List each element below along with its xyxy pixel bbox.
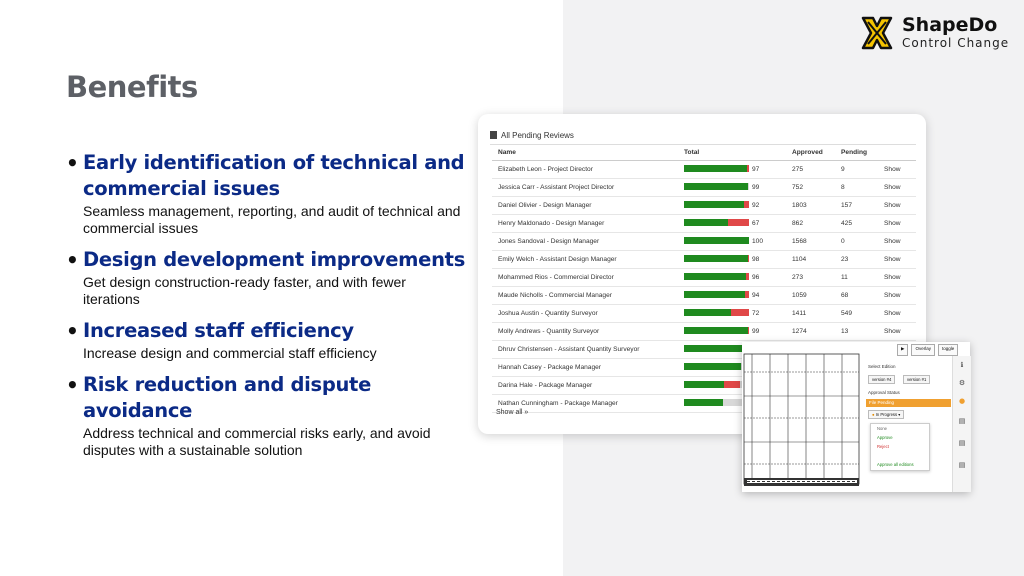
reviewer-name: Jones Sandoval - Design Manager (498, 238, 600, 245)
reviewer-name: Daniel Olivier - Design Manager (498, 202, 592, 209)
brand-tagline: Control Change (902, 36, 1010, 50)
file-status-bar: File Pending (866, 399, 951, 407)
approved-bar (684, 219, 728, 226)
chevron-down-icon: ▾ (898, 412, 901, 417)
menu-item-none[interactable]: None (877, 426, 888, 431)
progress-bar (684, 183, 749, 190)
benefit-heading: Increased staff efficiency (83, 319, 354, 342)
benefit-description: Increase design and commercial staff efficiency (83, 345, 377, 361)
show-button[interactable]: Show (884, 274, 901, 281)
approved-bar (684, 183, 748, 190)
benefit-item (66, 372, 466, 459)
approved-bar (684, 399, 723, 406)
progress-bar (684, 201, 749, 208)
benefit-description: Address technical and commercial risks early, and avoid disputes with a sustainable solution (83, 425, 431, 458)
table-row (492, 305, 916, 323)
table-row (492, 197, 916, 215)
play-button[interactable]: ▶ (897, 344, 908, 356)
table-row (492, 161, 916, 179)
approved-bar (684, 309, 731, 316)
progress-bar (684, 309, 749, 316)
reviewer-name: Joshua Austin - Quantity Surveyor (498, 310, 598, 317)
approved-count: 1803 (792, 202, 807, 209)
pending-count: 8 (841, 184, 845, 191)
pending-bar (724, 381, 740, 388)
progress-bar (684, 165, 749, 172)
progress-bar (684, 399, 749, 406)
reviewer-name: Nathan Cunningham - Package Manager (498, 400, 618, 407)
bullet-icon: • (66, 151, 79, 175)
bullet-icon: • (66, 248, 79, 272)
percent-value: 94 (752, 292, 760, 299)
pending-count: 0 (841, 238, 845, 245)
approved-bar (684, 345, 745, 352)
bullet-icon: • (66, 373, 79, 397)
table-row (492, 323, 916, 341)
progress-bar (684, 345, 749, 352)
column-header-total: Total (684, 149, 700, 156)
approved-bar (684, 255, 748, 262)
percent-value: 72 (752, 310, 760, 317)
benefit-heading: Design development improvements (83, 248, 465, 271)
in-progress-dropdown[interactable] (868, 410, 904, 419)
reviewer-name: Henry Maldonado - Design Manager (498, 220, 605, 227)
column-header-pending: Pending (841, 149, 868, 156)
menu-item-approve-all[interactable]: Approve all editions (877, 462, 914, 467)
benefit-item (66, 318, 466, 362)
show-button[interactable]: Show (884, 220, 901, 227)
approved-count: 862 (792, 220, 804, 227)
card-title: All Pending Reviews (501, 130, 574, 140)
pdf-icon[interactable]: ▤ (958, 439, 966, 447)
shapedo-logo (860, 14, 1009, 52)
pending-count: 68 (841, 292, 849, 299)
percent-value: 98 (752, 256, 760, 263)
approved-count: 273 (792, 274, 804, 281)
percent-value: 100 (752, 238, 764, 245)
percent-value: 99 (752, 328, 760, 335)
column-header-name: Name (498, 149, 516, 156)
version-4-button[interactable]: version #4 (868, 375, 895, 384)
pending-count: 549 (841, 310, 853, 317)
pending-count: 425 (841, 220, 853, 227)
pending-count: 9 (841, 166, 845, 173)
benefit-item (66, 247, 466, 308)
show-button[interactable]: Show (884, 184, 901, 191)
reviewer-name: Dhruv Christensen - Assistant Quantity Surveyor (498, 346, 640, 353)
percent-value: 92 (752, 202, 760, 209)
benefit-heading: Risk reduction and dispute avoidance (83, 373, 372, 422)
reviewer-name: Elizabeth Leon - Project Director (498, 166, 593, 173)
reviewer-name: Darina Hale - Package Manager (498, 382, 593, 389)
pending-bar (747, 165, 749, 172)
approved-count: 1059 (792, 292, 807, 299)
percent-value: 99 (752, 184, 760, 191)
pending-bar (748, 327, 749, 334)
show-button[interactable]: Show (884, 328, 901, 335)
column-header-approved: Approved (792, 149, 823, 156)
table-row (492, 233, 916, 251)
reviewer-name: Mohammed Rios - Commercial Director (498, 274, 614, 281)
table-row (492, 179, 916, 197)
benefit-item (66, 150, 466, 237)
progress-bar (684, 381, 749, 388)
approval-icon[interactable]: ● (958, 397, 966, 405)
toggle-button[interactable]: toggle (938, 344, 958, 356)
pending-count: 23 (841, 256, 849, 263)
progress-bar (684, 273, 749, 280)
reviewer-name: Emily Welch - Assistant Design Manager (498, 256, 617, 263)
pending-bar (744, 201, 749, 208)
table-header (492, 146, 916, 161)
pending-count: 13 (841, 328, 849, 335)
card-header (490, 126, 916, 145)
file-icon[interactable]: ▤ (958, 417, 966, 425)
table-row (492, 287, 916, 305)
show-button[interactable]: Show (884, 202, 901, 209)
approved-bar (684, 363, 741, 370)
show-button[interactable]: Show (884, 310, 901, 317)
brand-name: ShapeDo (902, 14, 998, 36)
percent-value: 96 (752, 274, 760, 281)
document-icon[interactable]: ▤ (958, 461, 966, 469)
pending-count: 157 (841, 202, 853, 209)
progress-bar (684, 237, 749, 244)
reviewer-name: Jessica Carr - Assistant Project Director (498, 184, 615, 191)
benefit-heading: Early identification of technical and commercial issues (83, 151, 465, 200)
info-icon[interactable]: ℹ (960, 361, 964, 369)
approved-bar (684, 327, 748, 334)
pending-count: 11 (841, 274, 848, 281)
menu-item-reject[interactable]: Reject (877, 444, 889, 449)
technical-drawing (742, 352, 862, 492)
document-icon (490, 131, 497, 139)
in-progress-label: In Progress (875, 412, 898, 417)
version-1-button[interactable]: version #1 (903, 375, 930, 384)
pending-bar (731, 309, 749, 316)
show-button[interactable]: Show (884, 292, 901, 299)
progress-bar (684, 219, 749, 226)
approval-editor-panel (742, 342, 970, 492)
menu-separator (871, 451, 929, 460)
status-menu (870, 423, 930, 471)
editor-side-toolbar (952, 356, 971, 492)
approved-bar (684, 291, 745, 298)
approval-status-label: Approval Status (868, 390, 900, 395)
progress-bar (684, 363, 749, 370)
approved-bar (684, 381, 724, 388)
select-edition-label: Select Edition (868, 364, 896, 369)
approved-count: 752 (792, 184, 804, 191)
benefit-description: Seamless management, reporting, and audit of technical and commercial issues (83, 203, 461, 236)
approved-count: 275 (792, 166, 804, 173)
show-button[interactable]: Show (884, 256, 901, 263)
benefit-description: Get design construction-ready faster, and with fewer iterations (83, 274, 406, 307)
pending-bar (748, 255, 749, 262)
show-all-link[interactable]: Show all » (496, 409, 529, 416)
overlay-button[interactable]: Overlay (911, 344, 935, 356)
pending-bar (728, 219, 749, 226)
show-button[interactable]: Show (884, 238, 901, 245)
settings-icon[interactable]: ⚙ (958, 379, 966, 387)
status-icon: ● (872, 412, 875, 417)
approved-count: 1274 (792, 328, 807, 335)
editor-toolbar (897, 344, 969, 356)
reviewer-name: Molly Andrews - Quantity Surveyor (498, 328, 600, 335)
percent-value: 97 (752, 166, 760, 173)
table-row (492, 215, 916, 233)
pending-bar (745, 291, 749, 298)
benefits-list (66, 150, 466, 469)
approved-count: 1568 (792, 238, 807, 245)
reviewer-name: Hannah Casey - Package Manager (498, 364, 601, 371)
pending-bar (746, 273, 749, 280)
bullet-icon: • (66, 319, 79, 343)
slide-title: Benefits (66, 70, 198, 104)
table-row (492, 251, 916, 269)
menu-item-approve[interactable]: Approve (877, 435, 893, 440)
approved-count: 1411 (792, 310, 807, 317)
progress-bar (684, 291, 749, 298)
progress-bar (684, 255, 749, 262)
approved-bar (684, 201, 744, 208)
shapedo-logo-icon (860, 14, 894, 52)
approved-bar (684, 165, 747, 172)
progress-bar (684, 327, 749, 334)
approved-count: 1104 (792, 256, 807, 263)
approved-bar (684, 273, 746, 280)
percent-value: 67 (752, 220, 760, 227)
table-row (492, 269, 916, 287)
approved-bar (684, 237, 749, 244)
reviewer-name: Maude Nicholls - Commercial Manager (498, 292, 612, 299)
show-button[interactable]: Show (884, 166, 901, 173)
